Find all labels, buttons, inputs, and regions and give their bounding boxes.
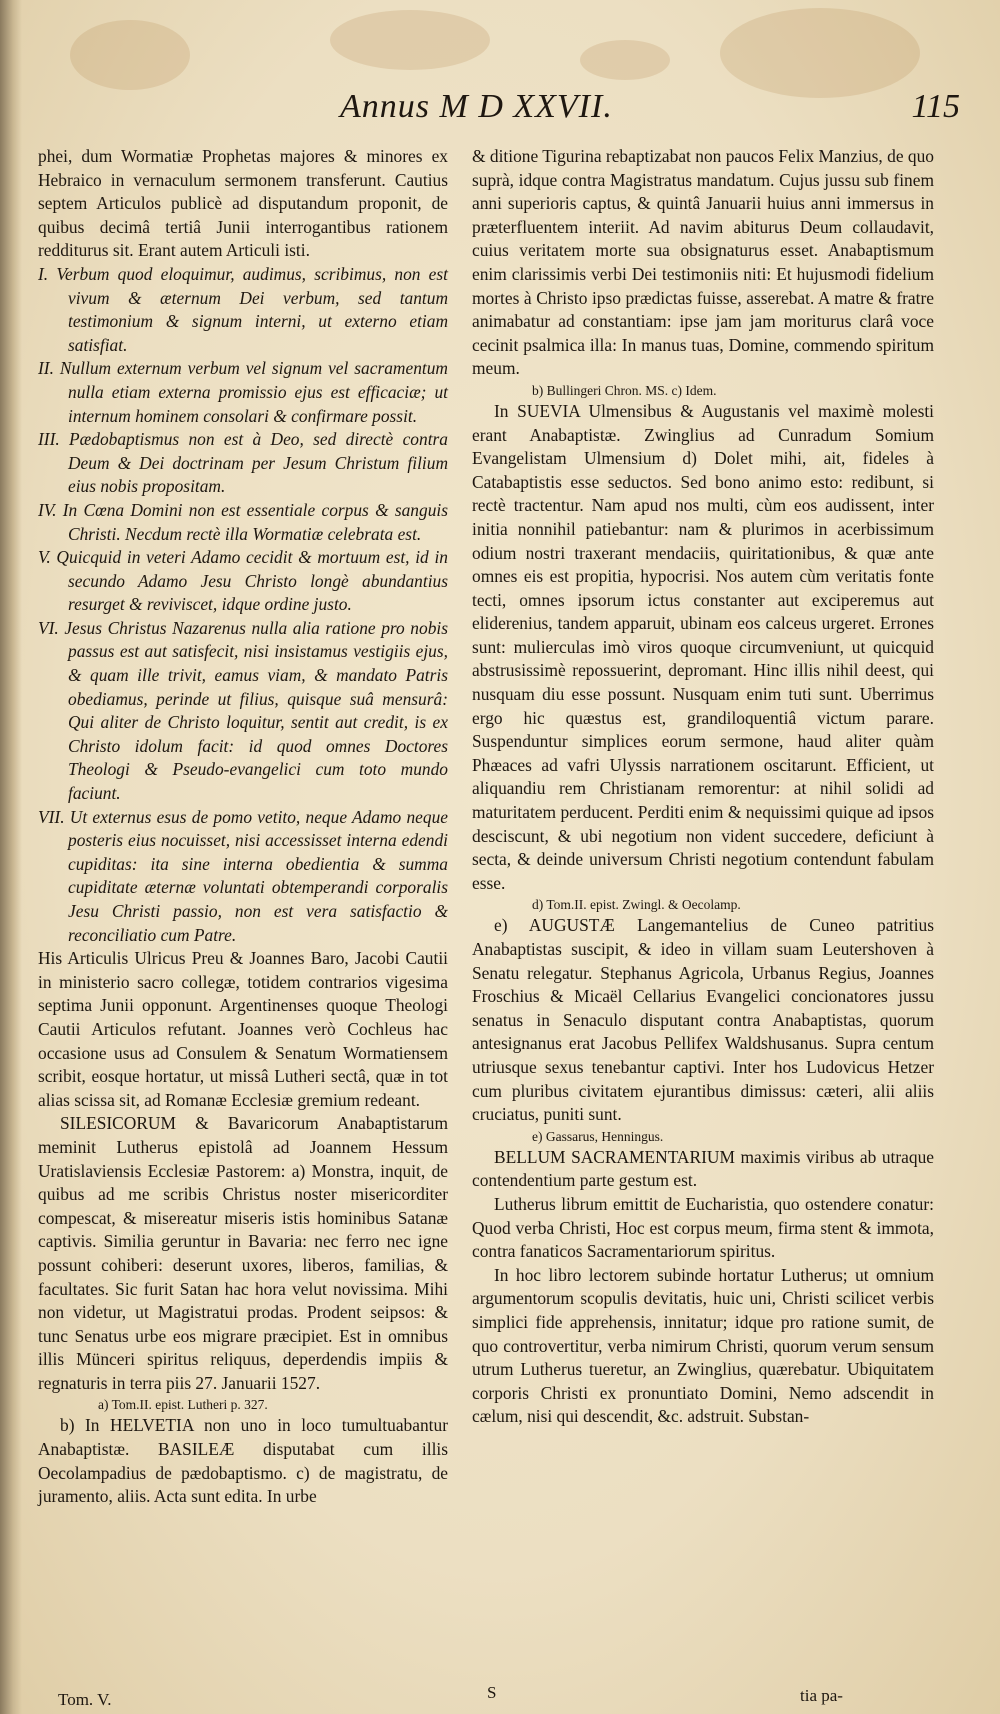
paragraph: b) In HELVETIA non uno in loco tumultuabantur Anabaptistæ. BASILEÆ disputabat cum illis Oecolampadius de pædobaptismo. c) de magistratu, de juramento, aliis. Acta sunt edita. In urbe: [38, 1415, 448, 1507]
page-header: [330, 88, 960, 138]
article-6: VI. Jesus Christus Nazarenus nulla alia ratione pro nobis passus est aut satisfecit, nisi insistamus vestigiis ejus, & quam ille trivit, eamus viam, & mandato Patris obediamus, perinde ut filius, quisque suâ mensurâ: Qui aliter de Christo loquitur, sentit aut credit, is ex Christo idolum facit: id quod omnes Doctores Theologi & Pseudo-evangelici cum toto mundo faciunt.: [38, 617, 448, 804]
footnote: b) Bullingeri Chron. MS. c) Idem.: [532, 382, 717, 398]
article-5: V. Quicquid in veteri Adamo cecidit & mortuum est, id in secundo Adamo Jesu Christo longè abundantius resurget & reviviscet, idque ordine justo.: [38, 547, 448, 615]
paragraph: His Articulis Ulricus Preu & Joannes Baro, Jacobi Cautii in ministerio sacro collegæ, totidem contrarios vigesima septima Junii opponunt. Argentinenses quoque Theologi Cautii Articulos refutant. Joannes verò Cochleus hac occasione usus ad Consulem & Senatum Wormatiensem scribit, eosque hortatur, ut missâ Lutheri sectâ, quæ in tot alias scissa sit, ad Romanæ Ecclesiæ gremium redeant.: [38, 948, 448, 1110]
paragraph: BELLUM SACRAMENTARIUM maximis viribus ab utraque contendentium parte gestum est.: [472, 1146, 934, 1191]
article-4: IV. In Cœna Domini non est essentiale corpus & sanguis Christi. Necdum rectè illa Wormatiæ celebrata est.: [38, 499, 448, 544]
footnote: e) Gassarus, Henningus.: [532, 1128, 664, 1144]
left-column: [38, 145, 448, 1509]
page-number: 115: [911, 88, 960, 125]
paragraph: Lutherus librum emittit de Eucharistia, quo ostendere conatur: Quod verba Christi, Hoc est corpus meum, firma stent & immota, contra fanaticos Sacramentariorum spiritus.: [472, 1193, 934, 1262]
article-7: VII. Ut externus esus de pomo vetito, neque Adamo neque posteris eius nocuisset, nisi accessisset interna edendi cupiditas: ita sine interna obedientia & summa cupiditate æternæ voluntati obtemperandi corporalis Jesu Christi passio, non est vera satisfactio & reconciliatio cum Patre.: [38, 806, 448, 945]
paragraph: e) AUGUSTÆ Langemantelius de Cuneo patritius Anabaptistas suscipit, & ideo in villam suam Leutershoven à Senatu relegatur. Stephanus Agricola, Urbanus Regius, Joannes Froschius & Micaël Cellarius Evangelici concionatores jussu senatus in Senaculo disputant contra Anabaptistas, quorum antesignanus erat Jacobus Pellifex Waldshusanus. Supra centum utriusque sexus tenebantur captivi. Inter hos Ludovicus Hetzer cum pluribus civitatem ejurantibus dimissus: cæteri, alii aliis cruciatus, puniti sunt.: [472, 915, 934, 1125]
article-3: III. Pædobaptismus non est à Deo, sed directè contra Deum & Dei doctrinam per Jesum Christum filium eius nobis propositam.: [38, 429, 448, 497]
paragraph: In SUEVIA Ulmensibus & Augustanis vel maximè molesti erant Anabaptistæ. Zwinglius ad Cunradum Somium Evangelistam Ulmensium d) Dolet mihi, ait, fideles à Catabaptistis esse seductos. Sed bono animo esto: redibunt, si rectè tractentur. Nam apud nos multi, cùm eos audissent, inter initia nonnihil patiebantur: nam & plurimos in acerbissimum odium nostri traxerant mendaciis, quiritationibus, & quæ ante omnes eis est propitia, hypocrisi. Nos autem cùm veritatis fonte tecti, omnes ipsorum ictus constanter aut exciperemus aut eliderenius, tandem apparuit, ubinam eos calceus urgeret. Errones sunt: mulierculas imò viros quoque circumveniunt, ut quicquid abstrusissimè repossuerint, depromant. Hinc illis nihil deest, qui nusquam diu esse possunt. Nusquam enim tuti sunt. Uberrimus ergo hic quæstus est, grandiloquentiâ victum parare. Suspenduntur simplices eorum sermone, haud aliter quàm Phæaces ad vafri Ulyssis narrationem oscitarunt. Efficient, ut aliquandiu rem Christianam remorentur: at nihil solidi ad maturitatem perducent. Perditi enim & nequissimi quique ad ipsos desciscunt, & ubi negotium non vident succedere, deficiunt à secta, & deinde universum Christi negotium contendunt fabulam esse.: [472, 400, 934, 893]
foxing-stain: [330, 10, 490, 70]
paragraph: In hoc libro lectorem subinde hortatur Lutherus; ut omnium argumentorum scopulis devitatis, huic uni, Christi scilicet verbis simplici fide apprehensis, innitatur; idque pro ratione sumit, de quo controvertitur, verba nimirum Christi, quorum verum sensum utrum Lutherus tueretur, an Zwinglius, quærebatur. Ubiquitatem corporis Christi ex pronuntiato Domini, Nemo adscendit in cælum, nisi qui descendit, &c. adstruit. Substan-: [472, 1264, 934, 1427]
footnote: a) Tom.II. epist. Lutheri p. 327.: [98, 1397, 268, 1413]
foxing-stain: [580, 40, 670, 80]
volume-mark: Tom. V.: [58, 1690, 112, 1709]
paragraph: phei, dum Wormatiæ Prophetas majores & minores ex Hebraico in vernaculum sermonem transferunt. Cautius septem Articulos publicè ad disputandum proponit, de quibus decimâ tertiâ Junii interrogantibus rationem redditurus sit. Erant autem Articuli isti.: [38, 146, 448, 261]
foxing-stain: [720, 8, 920, 98]
footnote: d) Tom.II. epist. Zwingl. & Oecolamp.: [532, 897, 741, 913]
signature-mark: S: [487, 1683, 497, 1702]
article-1: I. Verbum quod eloquimur, audimus, scribimus, non est vivum & æternum Dei verbum, sed tantum testimonium & signum interni, ut externo etiam satisfiat.: [38, 263, 448, 355]
paragraph: SILESICORUM & Bavaricorum Anabaptistarum meminit Lutherus epistolâ ad Joannem Hessum Uratislaviensis Ecclesiæ Pastorem: a) Monstra, inquit, de quibus ad me scribis Christus noster misericorditer compescat, & misereatur miseris istis hominibus Satanæ captivis. Similia geruntur in Bavaria: nec ferro nec igne possunt cohiberi: deserunt uxores, liberos, familias, & facultates. Sic furit Satan hac hora velut novissima. Mihi non videtur, ut Magistratui prodas. Prodent seipsos: & tunc Senatus urbe eos migrare præcipiet. Est in omnibus illis Münceri spiritus reliquus, deperdendis impiis & regnaturis in terra piis 27. Januarii 1527.: [38, 1113, 448, 1393]
right-column: [472, 145, 934, 1429]
running-head: Annus M D XXVII.: [340, 88, 613, 125]
page-gutter-shadow: [0, 0, 22, 1714]
foxing-stain: [70, 20, 190, 90]
catchword: tia pa-: [800, 1686, 843, 1705]
paragraph: & ditione Tigurina rebaptizabat non paucos Felix Manzius, de quo suprà, idque contra Magistratus mandatum. Cujus jussu sub finem anni superioris captus, & quintâ Januarii huius anni immersus in præterfluentem interiit. Ad navim abiturus Deum collaudavit, cuius veritatem morte sua obsignaturus esset. Anabaptismum enim clarissimis verbi Dei testimoniis niti: Et hujusmodi fidelium mortes à Christo ipso prædictas fuisse, asserebat. A matre & fratre animabatur ad constantiam: ipse jam jam moriturus clarâ voce cecinit psalmica illa: In manus tuas, Domine, commendo spiritum meum.: [472, 146, 934, 379]
article-2: II. Nullum externum verbum vel signum vel sacramentum nulla etiam externa promissio ejus est efficaciæ; ut internum hominem consolari & confirmare possit.: [38, 358, 448, 426]
